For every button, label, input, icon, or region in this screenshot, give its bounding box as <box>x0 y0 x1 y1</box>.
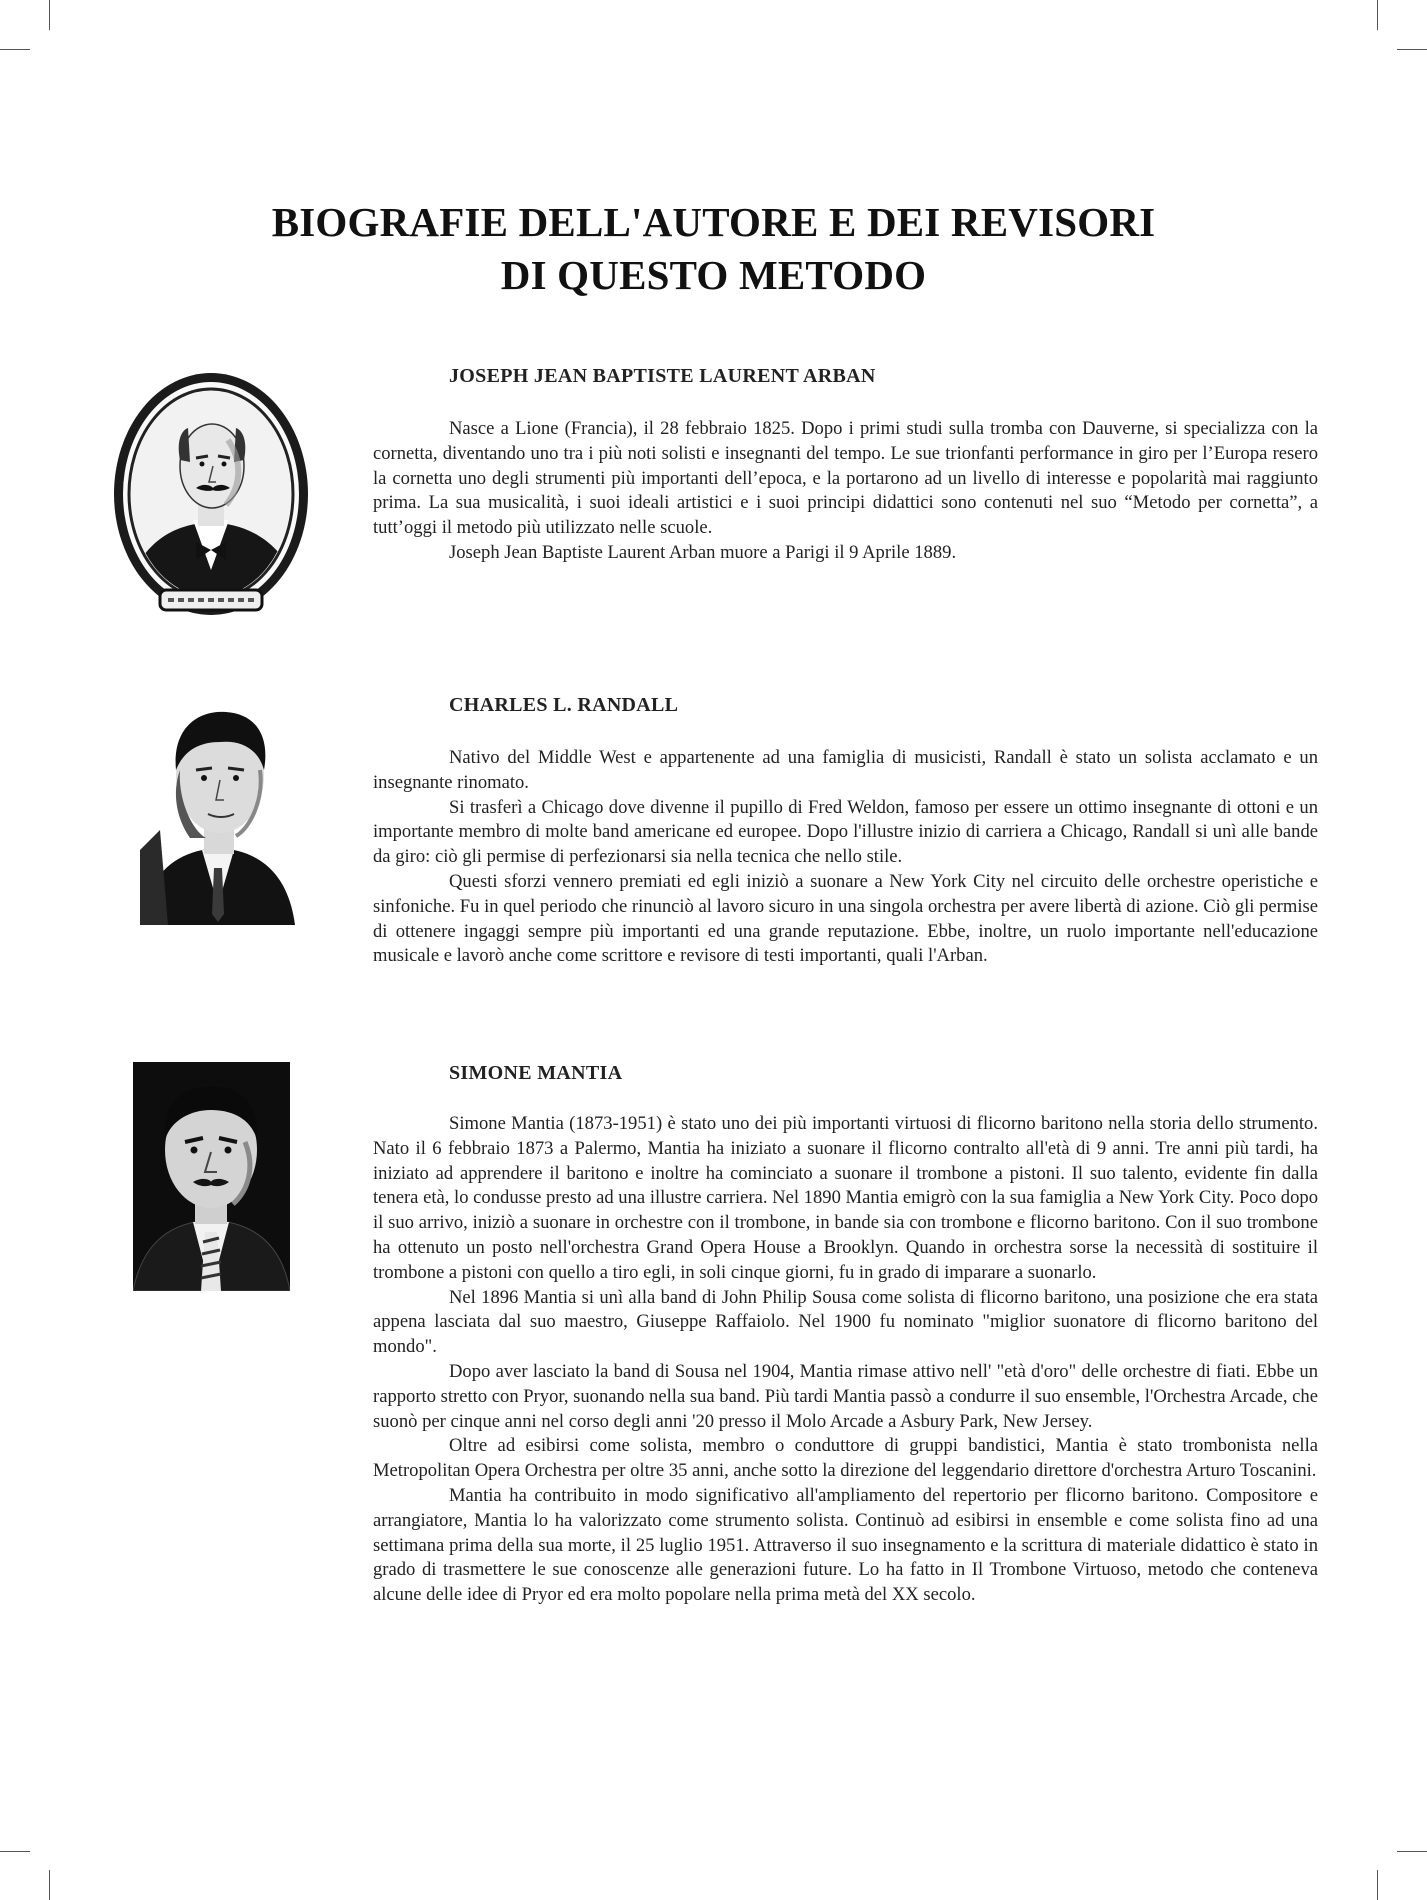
page-title-line-2: DI QUESTO METODO <box>500 252 927 298</box>
bio-text-arban <box>373 417 1318 566</box>
crop-mark <box>1377 0 1378 30</box>
bio-paragraph: Mantia ha contribuito in modo significativo all'ampliamento del repertorio per flicorno baritono. Compositore e arrangiatore, Mantia lo ha valorizzato come strumento solista. Continuò ad esibirsi in ensemble e come solista fino ad una settimana prima della sua morte, il 25 luglio 1951. Attraverso il suo insegnamento e la scrittura di materiale didattico è stato in grado di trasmettere le sue conoscenze alle generazioni future. Lo ha fatto in Il Trombone Virtuoso, metodo che conteneva alcune delle idee di Pryor ed era molto popolare nella prima metà del XX secolo. <box>373 1484 1318 1606</box>
crop-mark <box>1397 1851 1427 1852</box>
bio-heading-mantia: SIMONE MANTIA <box>449 1062 623 1084</box>
bio-paragraph: Nel 1896 Mantia si unì alla band di John Philip Sousa come solista di flicorno baritono, una posizione che era stata appena lasciata dal suo maestro, Giuseppe Raffaiolo. Nel 1900 fu nominato "miglior suonatore di flicorno baritono del mondo". <box>373 1286 1318 1358</box>
bio-paragraph: Si trasferì a Chicago dove divenne il pupillo di Fred Weldon, famoso per essere un ottimo insegnante di ottoni e un importante membro di molte band americane ed europee. Dopo l'illustre inizio di carriera a Chicago, Randall si unì alle bande da giro: ciò gli permise di perfezionarsi sia nella tecnica che nello stile. <box>373 796 1318 868</box>
randall-portrait-icon <box>140 700 295 925</box>
bio-paragraph: Oltre ad esibirsi come solista, membro o conduttore di gruppi bandistici, Mantia è stato trombonista nella Metropolitan Opera Orchestra per oltre 35 anni, anche sotto la direzione del leggendario direttore d'orchestra Arturo Toscanini. <box>373 1435 1318 1482</box>
bio-heading-arban: JOSEPH JEAN BAPTISTE LAURENT ARBAN <box>449 365 876 387</box>
crop-mark <box>49 0 50 30</box>
arban-oval-portrait-icon <box>108 370 314 622</box>
bio-paragraph: Joseph Jean Baptiste Laurent Arban muore a Parigi il 9 Aprile 1889. <box>449 541 957 563</box>
bio-heading-randall: CHARLES L. RANDALL <box>449 694 679 716</box>
crop-mark <box>0 49 30 50</box>
bio-paragraph: Questi sforzi vennero premiati ed egli iniziò a suonare a New York City nel circuito delle orchestre operistiche e sinfoniche. Fu in quel periodo che rinunciò al lavoro sicuro in una singola orchestra per avere libertà di azione. Ciò gli permise di ottenere ingaggi sempre più importanti ed una grande reputazione. Ebbe, inoltre, un ruolo importante nell'educazione musicale e lavorò anche come scrittore e revisore di testi importanti, quali l'Arban. <box>373 870 1318 967</box>
page-title-line-1: BIOGRAFIE DELL'AUTORE E DEI REVISORI <box>271 199 1156 245</box>
page-title <box>0 196 1427 302</box>
crop-mark <box>1377 1870 1378 1900</box>
crop-mark <box>49 1870 50 1900</box>
bio-paragraph: Nasce a Lione (Francia), il 28 febbraio 1825. Dopo i primi studi sulla tromba con Dauverne, si specializza con la cornetta, diventando uno tra i più noti solisti e insegnanti del tempo. Le sue trionfanti performance in giro per l’Europa resero la cornetta uno degli strumenti più importanti dell’epoca, e la portarono ad un livello di interesse e popolarità mai raggiunto prima. La sua musicalità, i suoi ideali artistici e i suoi principi didattici sono contenuti nel suo “Metodo per cornetta”, a tutt’oggi il metodo più utilizzato nelle scuole. <box>373 418 1318 539</box>
crop-mark <box>1397 49 1427 50</box>
bio-text-mantia <box>373 1112 1318 1608</box>
bio-paragraph: Simone Mantia (1873-1951) è stato uno dei più importanti virtuosi di flicorno baritono nella storia dello strumento. Nato il 6 febbraio 1873 a Palermo, Mantia ha iniziato a suonare il flicorno contralto all'età di 9 anni. Tre anni più tardi, ha iniziato ad apprendere il baritono e inoltre ha cominciato a suonare il trombone a pistoni. Il suo talento, evidente fin dalla tenera età, lo condusse presto ad una illustre carriera. Nel 1890 Mantia emigrò con la sua famiglia a New York City. Poco dopo il suo arrivo, iniziò a suonare in orchestre con il trombone, in bande sia con trombone e flicorno baritono. Con il suo trombone ha ottenuto un posto nell'orchestra Grand Opera House a Brooklyn. Quando in orchestra sorse la necessità di sostituire il trombone a pistoni con quello a tiro egli, in soli cinque giorni, fu in grado di imparare a suonarlo. <box>373 1113 1318 1283</box>
crop-mark <box>0 1851 30 1852</box>
bio-paragraph: Nativo del Middle West e appartenente ad una famiglia di musicisti, Randall è stato un solista acclamato e un insegnante rinomato. <box>373 747 1318 793</box>
mantia-portrait-icon <box>133 1062 290 1291</box>
bio-text-randall <box>373 746 1318 969</box>
bio-paragraph: Dopo aver lasciato la band di Sousa nel 1904, Mantia rimase attivo nell' "età d'oro" delle orchestre di fiati. Ebbe un rapporto stretto con Pryor, suonando nella sua band. Più tardi Mantia passò a condurre il suo ensemble, l'Orchestra Arcade, che suonò per cinque anni nel corso degli anni '20 presso il Molo Arcade a Asbury Park, New Jersey. <box>373 1360 1318 1432</box>
